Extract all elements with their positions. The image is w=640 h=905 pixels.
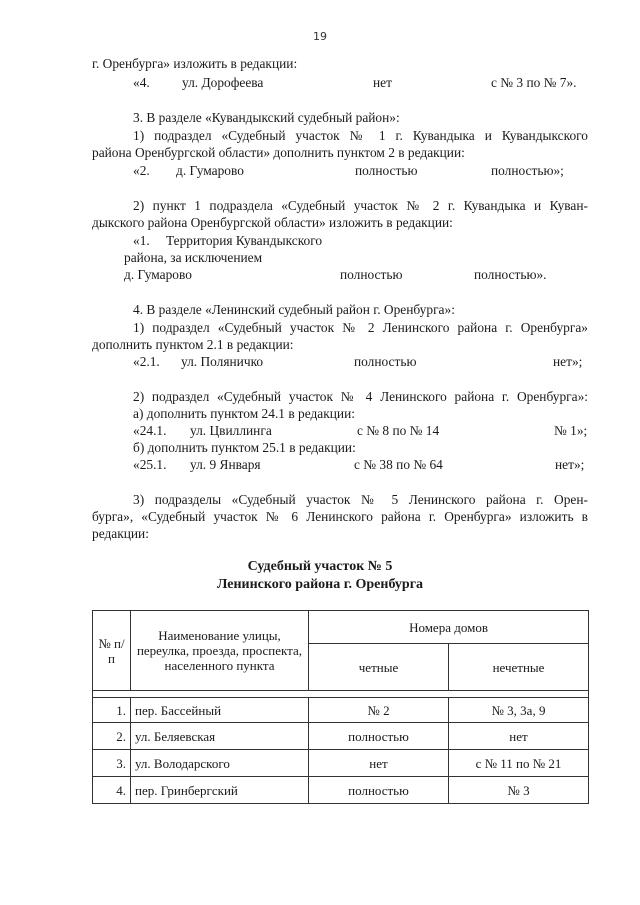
header-houses: Номера домов [309,611,589,644]
entry-line [0,354,640,370]
section-heading: 3. В разделе «Кувандыкский судебный район»: [133,110,400,125]
entry-odd: № 1»; [554,423,588,438]
entry-street: ул. 9 Января [190,457,261,472]
entry-line [0,423,640,439]
header-name: Наименование улицы, переулка, проезда, проспекта, населенного пункта [131,611,309,691]
streets-table [92,610,589,804]
entry-even: с № 8 по № 14 [357,423,440,438]
text-line: 1) подраздел «Судебный участок № 1 г. Кувандыка и Кувандыкского [133,128,588,143]
section-subtitle: Ленинского района г. Оренбурга [216,577,424,592]
entry-odd: нет»; [555,457,585,472]
header-even: четные [309,644,449,691]
entry-even: полностью [354,354,417,369]
table-row: 4. пер. Гринбергский полностью № 3 [93,777,589,804]
header-num: № п/п [93,611,131,691]
entry-even: с № 38 по № 64 [354,457,443,472]
entry-line [0,457,640,473]
entry-street: д. Гумарово [124,267,192,282]
entry-street: д. Гумарово [176,163,244,178]
text-line: дополнить пунктом 2.1 в редакции: [92,337,294,352]
entry-even: нет [373,75,392,90]
text-line: 2) пункт 1 подраздела «Судебный участок № 2 г. Кувандыка и Куван- [133,198,588,213]
text-line: 2) подраздел «Судебный участок № 4 Ленинского района г. Оренбурга»: [133,389,588,404]
entry-odd: полностью»; [491,163,564,178]
entry-odd: с № 3 по № 7». [491,75,577,90]
text-line: 1) подраздел «Судебный участок № 2 Ленинского района г. Оренбурга» [133,320,588,335]
entry-line [0,75,640,91]
entry-num: «1. [133,233,150,248]
table-row: 2. ул. Беляевская полностью нет [93,723,589,750]
entry-num: «24.1. [133,423,167,438]
section-title: Судебный участок № 5 [247,559,393,574]
entry-line [0,233,640,249]
entry-line [0,163,640,179]
section-heading: 4. В разделе «Ленинский судебный район г. Оренбурга»: [133,302,455,317]
entry-num: «25.1. [133,457,167,472]
text-line: б) дополнить пунктом 25.1 в редакции: [133,440,356,455]
header-odd: нечетные [449,644,589,691]
text-line: района, за исключением [124,250,263,265]
table-row: 1. пер. Бассейный № 2 № 3, 3а, 9 [93,698,589,723]
text-line: 3) подразделы «Судебный участок № 5 Ленинского района г. Орен- [133,492,588,507]
entry-odd: полностью». [474,267,547,282]
entry-odd: нет»; [553,354,583,369]
entry-num: «4. [133,75,150,90]
text-line: г. Оренбурга» изложить в редакции: [92,56,298,71]
table-row: 3. ул. Володарского нет с № 11 по № 21 [93,750,589,777]
text-line: редакции: [92,526,149,541]
text-line: бурга», «Судебный участок № 6 Ленинского района г. Оренбурга» изложить в [92,509,588,524]
text-line: района Оренбургской области» дополнить пунктом 2 в редакции: [92,145,465,160]
entry-even: полностью [355,163,418,178]
text-line: дыкского района Оренбургской области» изложить в редакции: [92,215,453,230]
entry-street: ул. Поляничко [181,354,264,369]
table-header-row [93,611,589,644]
entry-street: Территория Кувандыкского [166,233,323,248]
text-line: а) дополнить пунктом 24.1 в редакции: [133,406,355,421]
entry-num: «2.1. [133,354,160,369]
entry-street: ул. Дорофеева [182,75,264,90]
entry-num: «2. [133,163,150,178]
entry-street: ул. Цвиллинга [190,423,272,438]
entry-line [0,267,640,283]
page-number: 19 [313,30,327,43]
entry-even: полностью [340,267,403,282]
